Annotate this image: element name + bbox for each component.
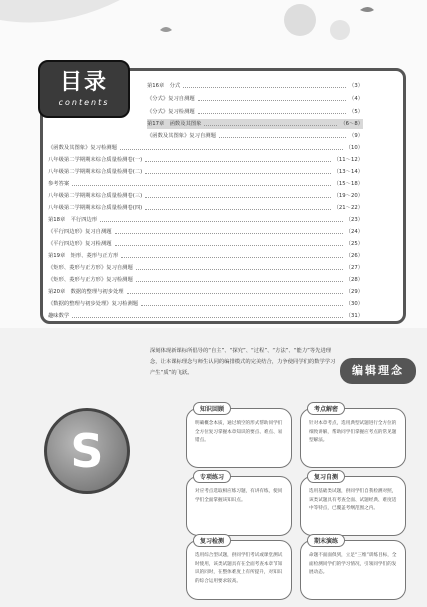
s-logo-icon: S bbox=[70, 424, 104, 478]
toc-item[interactable]: 《矩形、菱形与正方形》复习自测题 （27） bbox=[48, 265, 363, 271]
toc-title: 目录 bbox=[59, 70, 108, 95]
editorial-badge: 编辑理念 bbox=[340, 358, 416, 384]
toc-item[interactable]: 第18章 平行四边形 （23） bbox=[48, 217, 363, 223]
card-exam-points: 考点解密 针对本章考点，选用典型试题进行全方位的细致讲解，帮助同学们掌握应考点的常见题型解法。 bbox=[300, 408, 406, 468]
intro-text: 深刻体现新课标所倡导的“自主”、“探究”、“过程”、“方法”、“能力”等先进理念，让本课标理念与师生认同的编排模式的完美结合，力争使同学们的数学学习产生“质”的飞跃。 bbox=[150, 348, 336, 376]
toc-item[interactable]: 第17章 函数及其图象 （6～8） bbox=[147, 121, 363, 127]
butterfly-icon bbox=[160, 27, 172, 32]
card-final-drill: 期末演练 命题不面面俱到，立足“三维”训练目标，全面检测同学们的学习情况，引领同学们的发展动态。 bbox=[300, 540, 406, 600]
toc-item[interactable]: 八年级第二学期期末综合质量检测卷(二) （13～14） bbox=[48, 169, 363, 175]
card-practice: 专项练习 对应考点选取相应练习题，有讲有练，使同学们全面掌握该知识点。 bbox=[186, 476, 292, 536]
butterfly-icon bbox=[360, 7, 374, 12]
toc-title-badge bbox=[38, 60, 130, 118]
editorial-section bbox=[0, 328, 427, 607]
toc-item[interactable]: 参考答案 （15～18） bbox=[48, 181, 363, 187]
card-knowledge-review: 知识回顾 明确概念本质，通过填空的形式帮助同学们全方位复习掌握本章知识的要点、难点、易错点。 bbox=[186, 408, 292, 468]
toc-item[interactable]: 《数据的整理与初步处理》复习检测题 （30） bbox=[48, 301, 363, 307]
toc-item[interactable]: 《分式》复习检测题 （5） bbox=[147, 109, 363, 115]
toc-subtitle: contents bbox=[58, 98, 110, 107]
toc-item[interactable]: 《平行四边形》复习自测题 （24） bbox=[48, 229, 363, 235]
toc-item[interactable]: 《函数及其图象》复习自测题 （9） bbox=[147, 133, 363, 139]
card-self-test: 复习自测 选用基础类试题，供同学们自我检测对照，该类试题具有考查全面、试题经典、难度适中等特点，已覆盖考纲范围之内。 bbox=[300, 476, 406, 536]
toc-item[interactable]: 第16章 分式 （3） bbox=[147, 83, 363, 89]
toc-item[interactable]: 八年级第二学期期末综合质量检测卷(一) （11～12） bbox=[48, 157, 363, 163]
card-review-test: 复习检测 选用综合型试题，供同学们考试或课堂测试时使用，该类试题具有在全面考查本章节知识的同时，在整体难度上有所提升，对知识的综合运用要求较高。 bbox=[186, 540, 292, 600]
toc-item[interactable]: 《函数及其图象》复习检测题 （10） bbox=[48, 145, 363, 151]
toc-item[interactable]: 八年级第二学期期末综合质量检测卷(三) （19～20） bbox=[48, 193, 363, 199]
toc-item[interactable]: 第19章 矩形、菱形与正方形 （26） bbox=[48, 253, 363, 259]
toc-item[interactable]: 《平行四边形》复习检测题 （25） bbox=[48, 241, 363, 247]
toc-item[interactable]: 《矩形、菱形与正方形》复习检测题 （28） bbox=[48, 277, 363, 283]
toc-item[interactable]: 第20章 数据的整理与初步处理 （29） bbox=[48, 289, 363, 295]
toc-item[interactable]: 趣味数学 （31） bbox=[48, 313, 363, 319]
toc-item[interactable]: 《分式》复习自测题 （4） bbox=[147, 96, 363, 102]
toc-item[interactable]: 八年级第二学期期末综合质量检测卷(四) （21～22） bbox=[48, 205, 363, 211]
